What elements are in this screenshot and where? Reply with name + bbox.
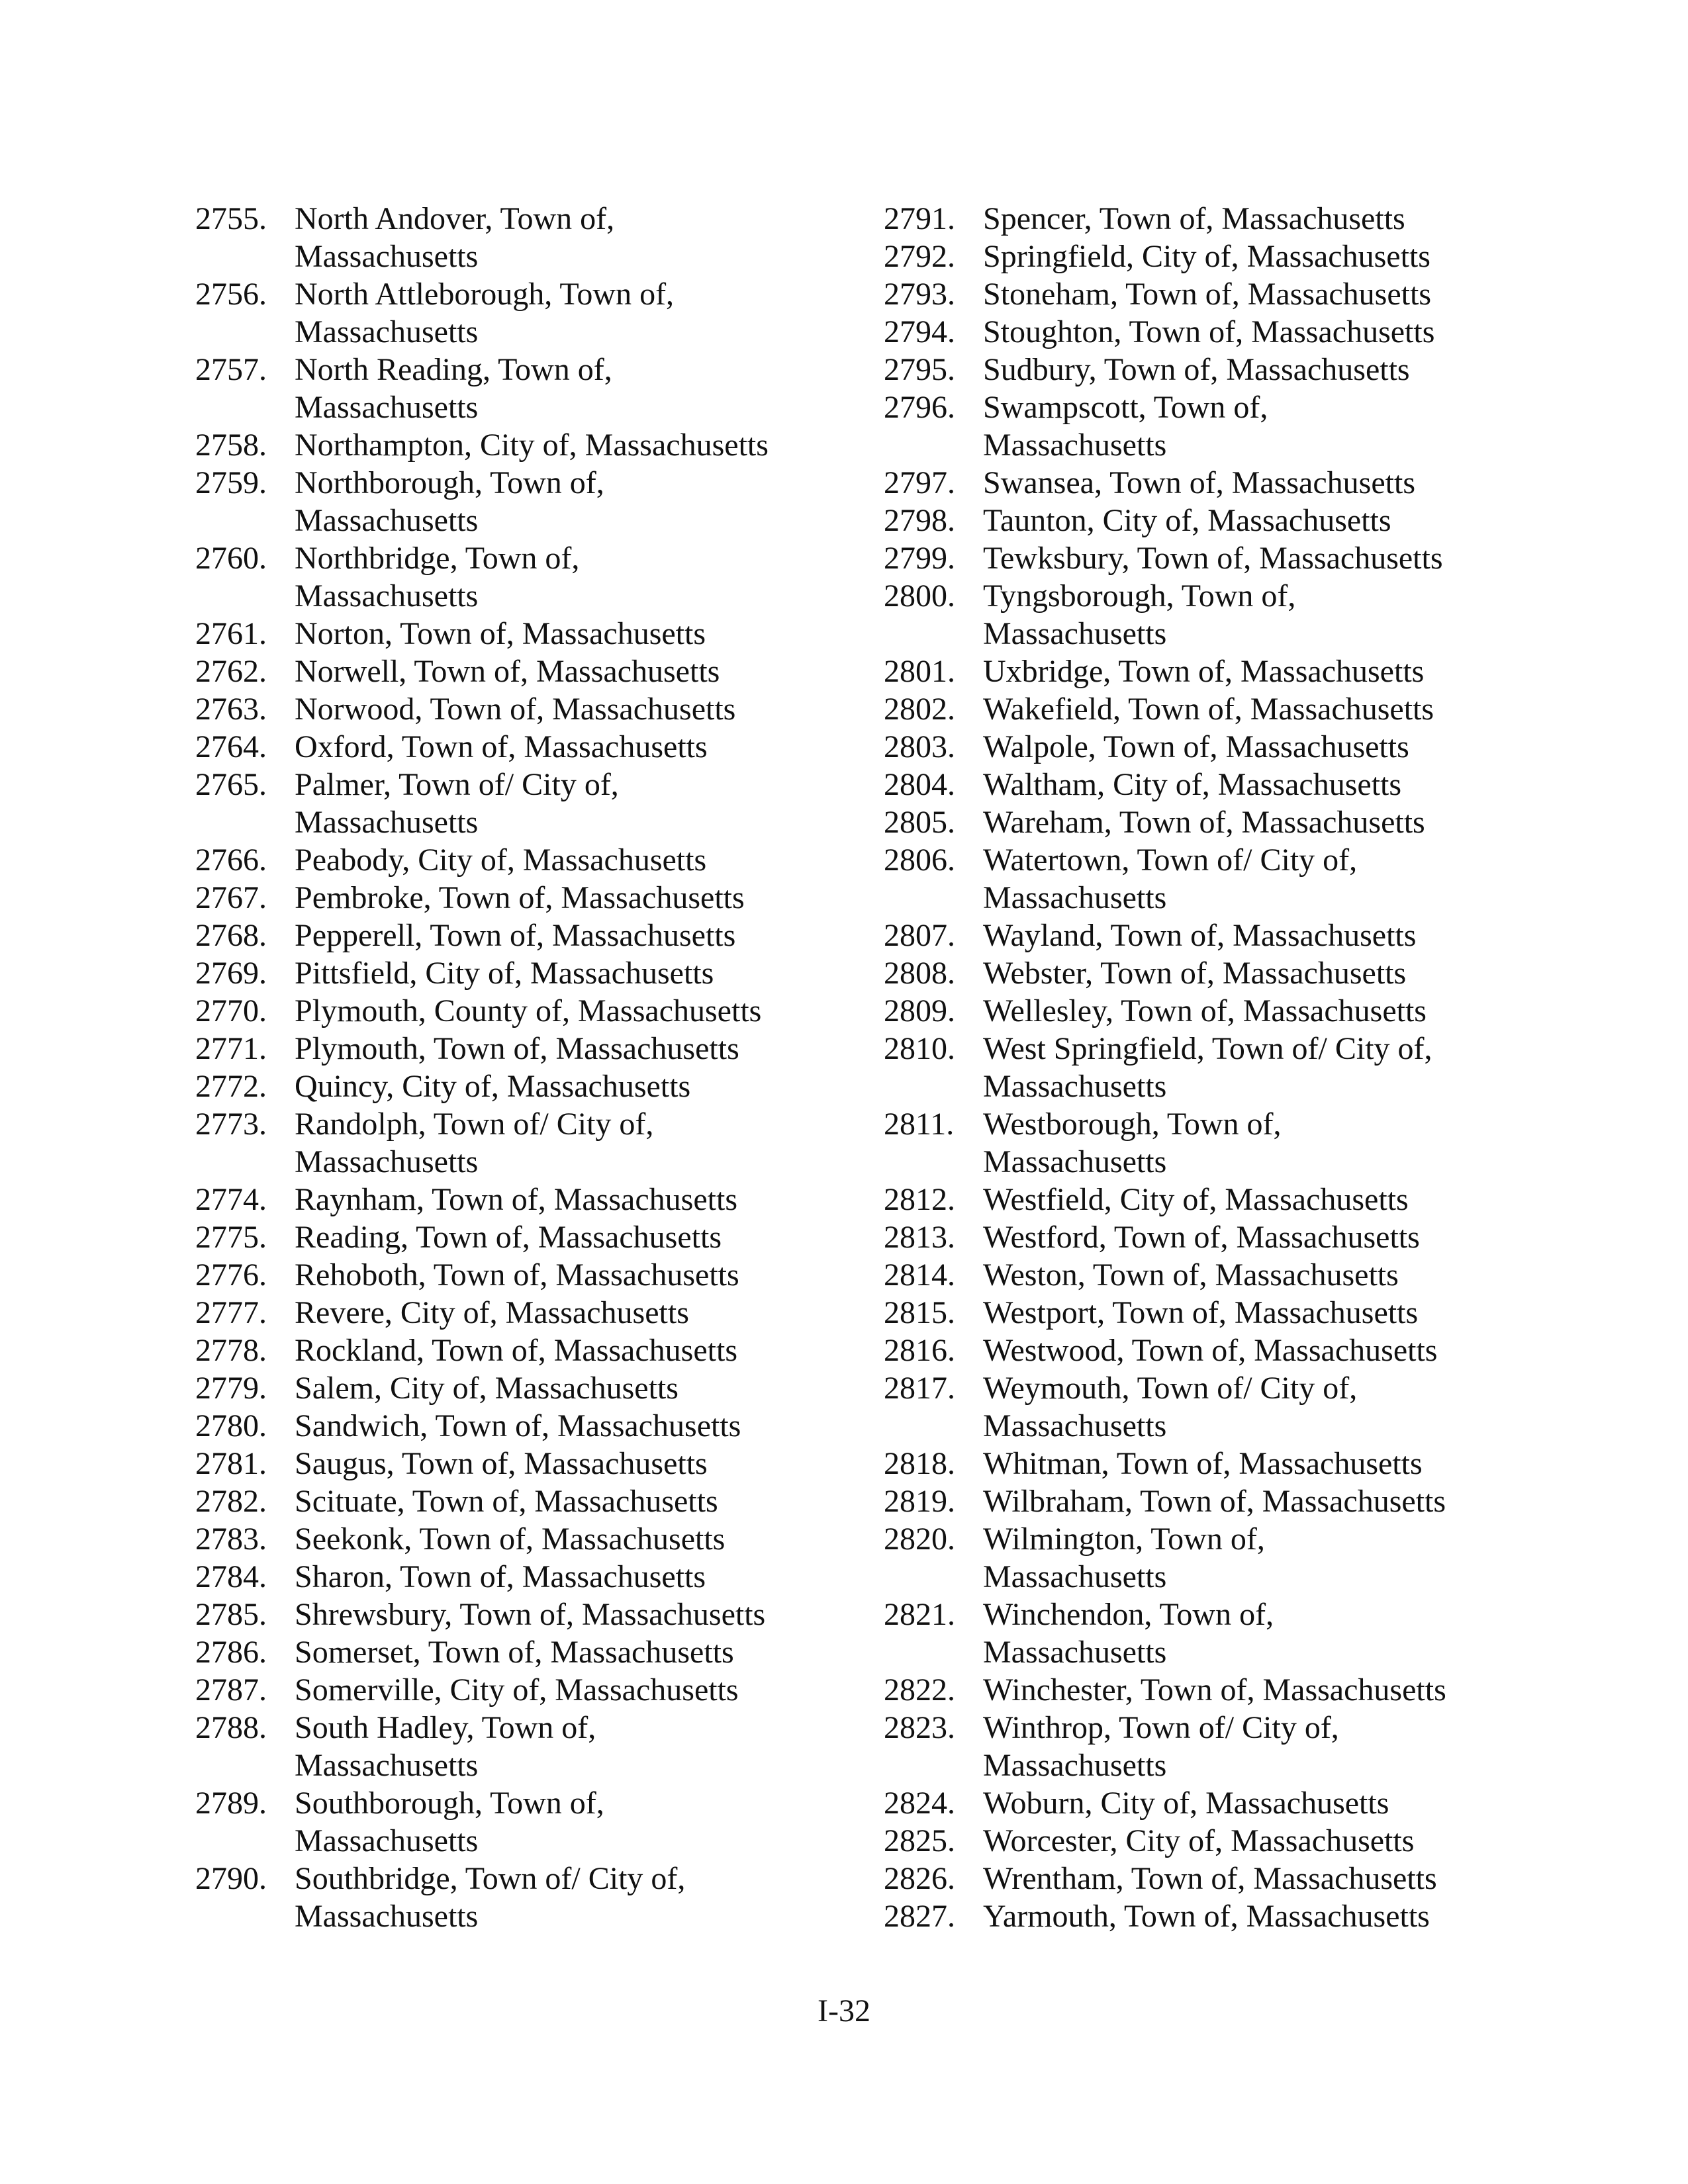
list-item (195, 1784, 870, 1860)
list-item (884, 917, 1559, 954)
entry-name: Northampton, City of, Massachusetts (295, 428, 769, 463)
list-item (195, 1407, 870, 1445)
entry-number: 2802. (884, 692, 955, 727)
entry-number: 2776. (195, 1257, 267, 1293)
entry-name: Sudbury, Town of, Massachusetts (983, 352, 1410, 387)
entry-number: 2823. (884, 1710, 955, 1745)
entry-number: 2787. (195, 1672, 267, 1707)
entry-number: 2810. (884, 1031, 955, 1066)
entry-number: 2805. (884, 805, 955, 840)
entry-number: 2798. (884, 503, 955, 538)
entry-number: 2804. (884, 767, 955, 802)
entry-name: Wrentham, Town of, Massachusetts (983, 1861, 1437, 1896)
entry-number: 2809. (884, 993, 955, 1028)
list-item (884, 1671, 1559, 1709)
entry-name: Swampscott, Town of, Massachusetts (983, 390, 1268, 463)
list-item (884, 1784, 1559, 1822)
entry-number: 2784. (195, 1559, 267, 1594)
list-item (884, 653, 1559, 690)
entry-name: Norwood, Town of, Massachusetts (295, 692, 736, 727)
list-item (195, 200, 870, 275)
entry-name: Saugus, Town of, Massachusetts (295, 1446, 708, 1481)
entry-name: Peabody, City of, Massachusetts (295, 842, 707, 878)
entry-name: Spencer, Town of, Massachusetts (983, 201, 1405, 236)
entry-number: 2803. (884, 729, 955, 764)
list-item (884, 1294, 1559, 1332)
list-item (195, 879, 870, 917)
entry-number: 2814. (884, 1257, 955, 1293)
list-item (195, 426, 870, 464)
entry-name: Somerset, Town of, Massachusetts (295, 1635, 734, 1670)
list-item (195, 1860, 870, 1935)
entry-number: 2780. (195, 1408, 267, 1443)
entry-number: 2774. (195, 1182, 267, 1217)
entry-number: 2816. (884, 1333, 955, 1368)
entry-number: 2757. (195, 352, 267, 387)
entry-number: 2821. (884, 1597, 955, 1632)
list-item (195, 1633, 870, 1671)
entry-name: Plymouth, Town of, Massachusetts (295, 1031, 739, 1066)
list-item (195, 1256, 870, 1294)
entry-number: 2758. (195, 428, 267, 463)
list-item (195, 1596, 870, 1633)
entry-name: Webster, Town of, Massachusetts (983, 956, 1407, 991)
list-item (195, 1445, 870, 1482)
entry-number: 2808. (884, 956, 955, 991)
entry-number: 2811. (884, 1107, 955, 1142)
entry-number: 2768. (195, 918, 267, 953)
list-item (884, 1897, 1559, 1935)
entry-name: Salem, City of, Massachusetts (295, 1371, 679, 1406)
list-item (884, 1256, 1559, 1294)
entry-number: 2812. (884, 1182, 955, 1217)
list-item (884, 690, 1559, 728)
entry-name: Walpole, Town of, Massachusetts (983, 729, 1409, 764)
list-item (884, 1596, 1559, 1671)
list-item (195, 1105, 870, 1181)
entry-name: Westfield, City of, Massachusetts (983, 1182, 1409, 1217)
entry-name: Stoneham, Town of, Massachusetts (983, 277, 1432, 312)
entry-number: 2827. (884, 1899, 955, 1934)
entry-number: 2770. (195, 993, 267, 1028)
entry-name: Whitman, Town of, Massachusetts (983, 1446, 1423, 1481)
entry-name: Northborough, Town of, Massachusetts (295, 465, 604, 538)
list-item (884, 992, 1559, 1030)
entry-number: 2779. (195, 1371, 267, 1406)
entry-name: Watertown, Town of/ City of, Massachusetts (983, 842, 1358, 915)
list-item (195, 1520, 870, 1558)
entry-number: 2759. (195, 465, 267, 500)
entry-name: Westford, Town of, Massachusetts (983, 1220, 1420, 1255)
entry-number: 2760. (195, 541, 267, 576)
list-item (884, 841, 1559, 917)
entry-number: 2766. (195, 842, 267, 878)
entry-name: Winchester, Town of, Massachusetts (983, 1672, 1446, 1707)
entry-name: Yarmouth, Town of, Massachusetts (983, 1899, 1430, 1934)
list-item (195, 653, 870, 690)
entry-number: 2769. (195, 956, 267, 991)
list-item (195, 728, 870, 766)
list-item (884, 539, 1559, 577)
entry-number: 2806. (884, 842, 955, 878)
entry-number: 2791. (884, 201, 955, 236)
list-item (884, 1105, 1559, 1181)
entry-name: Wellesley, Town of, Massachusetts (983, 993, 1427, 1028)
list-item (195, 1294, 870, 1332)
list-item (884, 1445, 1559, 1482)
entry-name: Pepperell, Town of, Massachusetts (295, 918, 736, 953)
list-item (884, 1822, 1559, 1860)
entry-number: 2801. (884, 654, 955, 689)
entry-number: 2820. (884, 1522, 955, 1557)
entry-name: West Springfield, Town of/ City of, Massachusetts (983, 1031, 1432, 1104)
entry-number: 2799. (884, 541, 955, 576)
entry-number: 2817. (884, 1371, 955, 1406)
entry-name: Weymouth, Town of/ City of, Massachusetts (983, 1371, 1358, 1443)
entry-name: North Andover, Town of, Massachusetts (295, 201, 615, 274)
entry-name: Randolph, Town of/ City of, Massachusetts (295, 1107, 654, 1179)
entry-number: 2793. (884, 277, 955, 312)
left-column-list (195, 200, 870, 1935)
entry-name: Pittsfield, City of, Massachusetts (295, 956, 714, 991)
list-item (195, 1068, 870, 1105)
entry-name: Scituate, Town of, Massachusetts (295, 1484, 718, 1519)
list-item (195, 992, 870, 1030)
entry-name: Oxford, Town of, Massachusetts (295, 729, 708, 764)
list-item (884, 1369, 1559, 1445)
entry-number: 2783. (195, 1522, 267, 1557)
list-item (884, 1520, 1559, 1596)
list-item (884, 1030, 1559, 1105)
entry-name: Wareham, Town of, Massachusetts (983, 805, 1425, 840)
entry-number: 2822. (884, 1672, 955, 1707)
entry-name: Wilmington, Town of, Massachusetts (983, 1522, 1265, 1594)
list-item (884, 1482, 1559, 1520)
list-item (884, 1218, 1559, 1256)
entry-name: Rockland, Town of, Massachusetts (295, 1333, 737, 1368)
entry-number: 2818. (884, 1446, 955, 1481)
entry-name: Springfield, City of, Massachusetts (983, 239, 1430, 274)
entry-number: 2762. (195, 654, 267, 689)
entry-name: Swansea, Town of, Massachusetts (983, 465, 1415, 500)
entry-number: 2796. (884, 390, 955, 425)
entry-name: Tyngsborough, Town of, Massachusetts (983, 578, 1296, 651)
entry-name: Wayland, Town of, Massachusetts (983, 918, 1417, 953)
entry-name: Weston, Town of, Massachusetts (983, 1257, 1399, 1293)
list-item (195, 1181, 870, 1218)
entry-number: 2775. (195, 1220, 267, 1255)
entry-number: 2807. (884, 918, 955, 953)
entry-number: 2795. (884, 352, 955, 387)
entry-name: Seekonk, Town of, Massachusetts (295, 1522, 726, 1557)
list-item (884, 1860, 1559, 1897)
entry-number: 2755. (195, 201, 267, 236)
entry-number: 2785. (195, 1597, 267, 1632)
list-item (195, 1030, 870, 1068)
entry-name: Raynham, Town of, Massachusetts (295, 1182, 737, 1217)
list-item (195, 1709, 870, 1784)
list-item (884, 1181, 1559, 1218)
page-number: I-32 (818, 1993, 870, 2028)
entry-name: Revere, City of, Massachusetts (295, 1295, 689, 1330)
entry-number: 2782. (195, 1484, 267, 1519)
entry-name: Sandwich, Town of, Massachusetts (295, 1408, 741, 1443)
entry-name: Worcester, City of, Massachusetts (983, 1823, 1415, 1858)
list-item (195, 1558, 870, 1596)
entry-number: 2756. (195, 277, 267, 312)
entry-name: Waltham, City of, Massachusetts (983, 767, 1402, 802)
entry-name: Wilbraham, Town of, Massachusetts (983, 1484, 1446, 1519)
list-item (884, 388, 1559, 464)
entry-number: 2825. (884, 1823, 955, 1858)
list-item (884, 803, 1559, 841)
list-item (195, 1482, 870, 1520)
list-item (195, 1332, 870, 1369)
entry-name: Palmer, Town of/ City of, Massachusetts (295, 767, 619, 840)
entry-name: Norton, Town of, Massachusetts (295, 616, 706, 651)
list-item (195, 1369, 870, 1407)
list-item (195, 766, 870, 841)
list-item (884, 351, 1559, 388)
entry-name: Westborough, Town of, Massachusetts (983, 1107, 1282, 1179)
list-item (884, 766, 1559, 803)
list-item (195, 841, 870, 879)
entry-name: Uxbridge, Town of, Massachusetts (983, 654, 1425, 689)
list-item (195, 464, 870, 539)
list-item (195, 351, 870, 426)
entry-name: Taunton, City of, Massachusetts (983, 503, 1391, 538)
list-item (884, 1332, 1559, 1369)
entry-name: Rehoboth, Town of, Massachusetts (295, 1257, 739, 1293)
entry-number: 2815. (884, 1295, 955, 1330)
entry-number: 2813. (884, 1220, 955, 1255)
entry-number: 2794. (884, 314, 955, 349)
entry-number: 2765. (195, 767, 267, 802)
entry-number: 2786. (195, 1635, 267, 1670)
entry-number: 2797. (884, 465, 955, 500)
list-item (195, 1671, 870, 1709)
list-item (884, 1709, 1559, 1784)
entry-number: 2819. (884, 1484, 955, 1519)
right-column-list (884, 200, 1559, 1935)
entry-name: Norwell, Town of, Massachusetts (295, 654, 720, 689)
entry-name: Reading, Town of, Massachusetts (295, 1220, 722, 1255)
list-item (884, 238, 1559, 275)
entry-name: North Reading, Town of, Massachusetts (295, 352, 612, 425)
list-item (195, 1218, 870, 1256)
entry-number: 2764. (195, 729, 267, 764)
list-item (884, 313, 1559, 351)
list-item (195, 615, 870, 653)
entry-name: Winchendon, Town of, Massachusetts (983, 1597, 1274, 1670)
entry-number: 2761. (195, 616, 267, 651)
list-item (195, 917, 870, 954)
entry-name: North Attleborough, Town of, Massachusetts (295, 277, 675, 349)
entry-name: Northbridge, Town of, Massachusetts (295, 541, 580, 614)
entry-number: 2778. (195, 1333, 267, 1368)
entry-name: Westwood, Town of, Massachusetts (983, 1333, 1438, 1368)
list-item (195, 690, 870, 728)
list-item (195, 954, 870, 992)
entry-number: 2792. (884, 239, 955, 274)
entry-name: Southborough, Town of, Massachusetts (295, 1786, 604, 1858)
entry-name: Tewksbury, Town of, Massachusetts (983, 541, 1443, 576)
list-item (884, 954, 1559, 992)
entry-name: Wakefield, Town of, Massachusetts (983, 692, 1434, 727)
entry-number: 2824. (884, 1786, 955, 1821)
entry-number: 2800. (884, 578, 955, 614)
list-item (195, 539, 870, 615)
entry-number: 2773. (195, 1107, 267, 1142)
list-item (884, 502, 1559, 539)
entry-name: Stoughton, Town of, Massachusetts (983, 314, 1435, 349)
entry-name: Sharon, Town of, Massachusetts (295, 1559, 706, 1594)
list-item (884, 464, 1559, 502)
entry-name: Pembroke, Town of, Massachusetts (295, 880, 745, 915)
entry-number: 2772. (195, 1069, 267, 1104)
entry-name: Quincy, City of, Massachusetts (295, 1069, 691, 1104)
entry-number: 2767. (195, 880, 267, 915)
entry-name: Shrewsbury, Town of, Massachusetts (295, 1597, 766, 1632)
entry-name: Westport, Town of, Massachusetts (983, 1295, 1419, 1330)
entry-number: 2781. (195, 1446, 267, 1481)
entry-name: Woburn, City of, Massachusetts (983, 1786, 1389, 1821)
entry-number: 2763. (195, 692, 267, 727)
entry-number: 2789. (195, 1786, 267, 1821)
entry-number: 2777. (195, 1295, 267, 1330)
entry-name: Somerville, City of, Massachusetts (295, 1672, 739, 1707)
list-item (884, 728, 1559, 766)
entry-number: 2771. (195, 1031, 267, 1066)
entry-name: Southbridge, Town of/ City of, Massachusetts (295, 1861, 686, 1934)
entry-name: Winthrop, Town of/ City of, Massachusetts (983, 1710, 1339, 1783)
list-item (195, 275, 870, 351)
entry-number: 2788. (195, 1710, 267, 1745)
entry-number: 2790. (195, 1861, 267, 1896)
entry-number: 2826. (884, 1861, 955, 1896)
list-item (884, 200, 1559, 238)
entry-name: South Hadley, Town of, Massachusetts (295, 1710, 596, 1783)
list-item (884, 577, 1559, 653)
entry-name: Plymouth, County of, Massachusetts (295, 993, 762, 1028)
list-item (884, 275, 1559, 313)
